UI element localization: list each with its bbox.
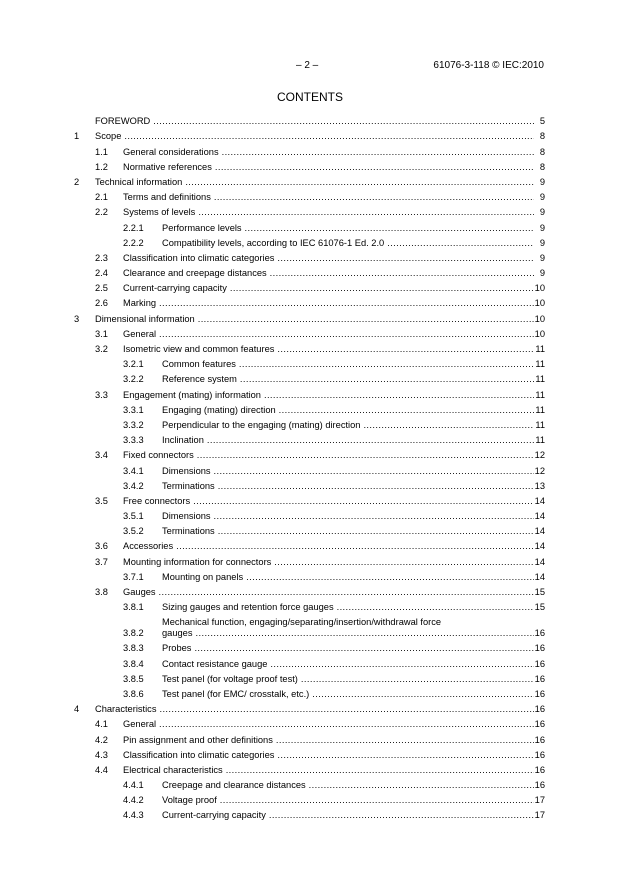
toc-entry-page: 17 (534, 795, 545, 806)
toc-entry[interactable] (74, 401, 545, 416)
toc-entry-title-line2: gauges ..... (162, 628, 534, 639)
toc-entry-page: 9 (539, 268, 545, 279)
toc-entry-page: 9 (539, 192, 545, 203)
toc-entry-page: 8 (539, 161, 545, 172)
toc-entry-number: 2.2.1 (123, 222, 144, 233)
toc-entry-page: 16 (534, 688, 545, 699)
toc-entry-page: 8 (539, 146, 545, 157)
toc-entry-number: 3.2.2 (123, 374, 144, 385)
toc-entry-title: General ..... (123, 719, 534, 730)
toc-entry[interactable] (74, 127, 545, 142)
toc-entry[interactable] (74, 670, 545, 685)
standard-reference: 61076-3-118 © IEC:2010 (433, 60, 544, 71)
toc-entry[interactable] (74, 416, 545, 431)
toc-entry-number: 4.4.1 (123, 780, 144, 791)
toc-entry-number: 3.3.2 (123, 419, 144, 430)
toc-entry-page: 14 (534, 541, 545, 552)
toc-entry-page: 11 (535, 374, 545, 385)
toc-entry-page: 16 (534, 764, 545, 775)
toc-entry-page: 16 (534, 704, 545, 715)
toc-entry[interactable] (74, 685, 545, 700)
toc-entry-number: 2.6 (95, 298, 108, 309)
toc-entry-title: FOREWORD ..... (95, 116, 534, 127)
toc-entry-title: Classification into climatic categories ..... (123, 253, 534, 264)
toc-entry[interactable] (74, 461, 545, 476)
toc-entry-number: 3.8.3 (123, 643, 144, 654)
toc-entry-number: 3.5.2 (123, 526, 144, 537)
toc-entry-number: 3.8.5 (123, 673, 144, 684)
toc-entry-number: 3.8.1 (123, 602, 144, 613)
toc-entry-number: 3.7 (95, 556, 108, 567)
toc-entry-page: 12 (534, 465, 545, 476)
toc-entry[interactable] (74, 355, 545, 370)
toc-entry[interactable] (74, 218, 545, 233)
toc-entry-number: 2.1 (95, 192, 108, 203)
toc-entry-title: Terms and definitions ..... (123, 192, 534, 203)
toc-entry-page: 14 (534, 571, 545, 582)
toc-entry-title: Performance levels ..... (162, 223, 534, 234)
toc-entry-title: Isometric view and common features ..... (123, 344, 534, 355)
toc-entry-page: 5 (539, 116, 545, 127)
toc-entry-title (162, 617, 534, 639)
toc-entry[interactable] (74, 522, 545, 537)
toc-entry-title: Test panel (for EMC/ crosstalk, etc.) ..... (162, 689, 534, 700)
toc-entry-page: 9 (539, 222, 545, 233)
toc-entry-number: 3 (74, 313, 80, 324)
toc-entry-page: 11 (535, 389, 545, 400)
toc-entry-page: 11 (535, 419, 545, 430)
toc-entry-title: Free connectors ..... (123, 496, 534, 507)
toc-entry-page: 14 (534, 495, 545, 506)
toc-entry-title: Accessories ..... (123, 541, 534, 552)
toc-entry-number: 2 (74, 176, 80, 187)
toc-entry[interactable] (74, 776, 545, 791)
toc-entry[interactable] (74, 568, 545, 583)
toc-entry-title: Common features ..... (162, 359, 534, 370)
toc-entry-number: 3.2.1 (123, 359, 144, 370)
toc-entry-page: 13 (534, 480, 545, 491)
toc-entry-page: 15 (534, 602, 545, 613)
toc-entry[interactable] (74, 583, 545, 598)
toc-entry-page: 17 (534, 810, 545, 821)
toc-entry[interactable] (74, 552, 545, 567)
toc-entry-number: 3.6 (95, 541, 108, 552)
toc-entry[interactable] (74, 746, 545, 761)
toc-entry-number: 3.3.3 (123, 435, 144, 446)
toc-entry[interactable] (74, 112, 545, 127)
toc-entry-number: 3.1 (95, 328, 108, 339)
toc-entry-number: 4.4.3 (123, 810, 144, 821)
toc-entry-number: 2.5 (95, 283, 108, 294)
toc-entry[interactable] (74, 325, 545, 340)
toc-entry-page: 10 (534, 328, 545, 339)
toc-entry-number: 3.4.1 (123, 465, 144, 476)
toc-entry-number: 2.4 (95, 268, 108, 279)
toc-entry-title: Technical information ..... (95, 177, 534, 188)
toc-entry[interactable] (74, 188, 545, 203)
toc-entry-number: 3.5.1 (123, 511, 144, 522)
toc-entry-number: 1.2 (95, 161, 108, 172)
toc-entry-title: Test panel (for voltage proof test) ..... (162, 674, 534, 685)
toc-entry-title: Scope ..... (95, 131, 534, 142)
toc-entry-title: Perpendicular to the engaging (mating) direction ..... (162, 420, 534, 431)
toc-entry-page: 16 (534, 734, 545, 745)
toc-entry[interactable] (74, 370, 545, 385)
toc-entry[interactable] (74, 249, 545, 264)
toc-entry-number: 3.3 (95, 389, 108, 400)
toc-entry-number: 3.8 (95, 587, 108, 597)
toc-entry[interactable] (74, 613, 545, 639)
toc-entry-title: Reference system ..... (162, 374, 534, 385)
toc-entry[interactable] (74, 264, 545, 279)
toc-entry-page: 9 (539, 176, 545, 187)
toc-entry-page: 9 (539, 237, 545, 248)
toc-entry-number: 3.8.2 (123, 628, 144, 639)
toc-entry-title: Fixed connectors ..... (123, 450, 534, 461)
toc-entry-title: Contact resistance gauge ..... (162, 659, 534, 670)
toc-entry[interactable] (74, 279, 545, 294)
toc-entry[interactable] (74, 446, 545, 461)
toc-entry[interactable] (74, 761, 545, 776)
toc-entry-title: Marking ..... (123, 298, 534, 309)
toc-entry-page: 12 (534, 450, 545, 461)
toc-entry-title: Classification into climatic categories ..... (123, 750, 534, 761)
toc-entry-title: Inclination ..... (162, 435, 534, 446)
toc-entry-page: 16 (534, 658, 545, 669)
toc-entry-page: 15 (534, 587, 545, 597)
page-number: – 2 – (296, 60, 319, 71)
toc-entry-page: 16 (534, 628, 545, 639)
toc-entry-number: 2.3 (95, 252, 108, 263)
toc-entry[interactable] (74, 715, 545, 730)
toc-entry-page: 10 (534, 298, 545, 309)
toc-entry-title: Compatibility levels, according to IEC 61076-1 Ed. 2.0 ..... (162, 238, 534, 249)
toc-entry-number: 3.4 (95, 450, 108, 461)
toc-entry-title: Sizing gauges and retention force gauges ..... (162, 602, 534, 613)
page-title: CONTENTS (277, 90, 343, 104)
toc-entry[interactable] (74, 477, 545, 492)
toc-entry-title: Engaging (mating) direction ..... (162, 405, 534, 416)
toc-entry-title: Dimensions ..... (162, 466, 534, 477)
table-of-contents (74, 112, 545, 821)
toc-entry[interactable] (74, 639, 545, 654)
toc-entry-number: 3.4.2 (123, 480, 144, 491)
toc-entry[interactable] (74, 173, 545, 188)
toc-entry-title: General considerations ..... (123, 147, 534, 158)
toc-entry-title: Dimensional information ..... (95, 314, 534, 325)
toc-entry-title: Current-carrying capacity ..... (162, 810, 534, 821)
toc-entry-title: Terminations ..... (162, 526, 534, 537)
toc-entry-number: 3.8.6 (123, 688, 144, 699)
toc-entry[interactable] (74, 791, 545, 806)
toc-entry-page: 11 (535, 404, 545, 415)
toc-entry-page: 16 (534, 643, 545, 654)
toc-entry-page: 11 (535, 344, 545, 354)
toc-entry[interactable] (74, 309, 545, 324)
toc-entry-title: Systems of levels ..... (123, 207, 534, 218)
toc-entry-number: 3.2 (95, 344, 108, 354)
toc-entry-number: 3.8.4 (123, 658, 144, 669)
toc-entry[interactable] (74, 654, 545, 669)
toc-entry-page: 14 (534, 511, 545, 522)
toc-entry-page: 8 (539, 131, 545, 142)
toc-entry[interactable] (74, 234, 545, 249)
toc-entry[interactable] (74, 340, 545, 355)
toc-entry-number: 3.5 (95, 495, 108, 506)
toc-entry-page: 9 (539, 252, 545, 263)
toc-entry-page: 11 (535, 435, 545, 446)
toc-entry-page: 16 (534, 749, 545, 760)
toc-entry-page: 9 (539, 207, 545, 218)
toc-entry-number: 4.2 (95, 734, 108, 745)
toc-entry-title: Characteristics ..... (95, 704, 534, 715)
toc-entry[interactable] (74, 158, 545, 173)
toc-entry[interactable] (74, 492, 545, 507)
toc-entry[interactable] (74, 537, 545, 552)
toc-entry[interactable] (74, 730, 545, 745)
toc-entry[interactable] (74, 806, 545, 821)
toc-entry[interactable] (74, 142, 545, 157)
toc-entry-number: 2.2.2 (123, 237, 144, 248)
toc-entry-title: Dimensions ..... (162, 511, 534, 522)
toc-entry-number: 1 (74, 131, 80, 142)
toc-entry-title: Current-carrying capacity ..... (123, 283, 534, 294)
toc-entry-number: 4.4.2 (123, 795, 144, 806)
toc-entry[interactable] (74, 294, 545, 309)
toc-entry[interactable] (74, 385, 545, 400)
toc-entry-number: 3.3.1 (123, 404, 144, 415)
toc-entry-title: General ..... (123, 329, 534, 340)
toc-entry-number: 4.1 (95, 719, 108, 730)
toc-entry-title: Creepage and clearance distances ..... (162, 780, 534, 791)
toc-entry[interactable] (74, 203, 545, 218)
toc-entry-page: 11 (535, 359, 545, 370)
toc-entry-title: Voltage proof ..... (162, 795, 534, 806)
toc-entry-title: Mounting on panels ..... (162, 572, 534, 583)
toc-entry-number: 4.3 (95, 749, 108, 760)
toc-entry-title: Pin assignment and other definitions ..... (123, 735, 534, 746)
toc-entry-number: 4 (74, 704, 80, 715)
toc-entry[interactable] (74, 431, 545, 446)
toc-entry-page: 10 (534, 313, 545, 324)
toc-entry-number: 1.1 (95, 146, 108, 157)
toc-entry-title: Probes ..... (162, 643, 534, 654)
toc-entry-number: 3.7.1 (123, 571, 144, 582)
toc-entry-page: 16 (534, 673, 545, 684)
toc-entry-title: Terminations ..... (162, 481, 534, 492)
toc-entry-number: 2.2 (95, 207, 108, 218)
toc-entry-title: Normative references ..... (123, 162, 534, 173)
toc-entry-page: 10 (534, 283, 545, 294)
toc-entry-page: 14 (534, 556, 545, 567)
toc-entry-title: Mounting information for connectors ..... (123, 557, 534, 568)
toc-entry-title: Electrical characteristics ..... (123, 765, 534, 776)
toc-entry-title: Clearance and creepage distances ..... (123, 268, 534, 279)
toc-entry-number: 4.4 (95, 764, 108, 775)
toc-entry[interactable] (74, 507, 545, 522)
toc-entry-page: 16 (534, 719, 545, 730)
toc-entry-page: 16 (534, 780, 545, 791)
toc-entry-page: 14 (534, 526, 545, 537)
toc-entry[interactable] (74, 700, 545, 715)
toc-entry[interactable] (74, 598, 545, 613)
toc-entry-title-line1: Mechanical function, engaging/separating/insertion/withdrawal force (162, 617, 442, 628)
toc-entry-title: Engagement (mating) information ..... (123, 390, 534, 401)
toc-entry-title: Gauges ..... (123, 587, 534, 598)
